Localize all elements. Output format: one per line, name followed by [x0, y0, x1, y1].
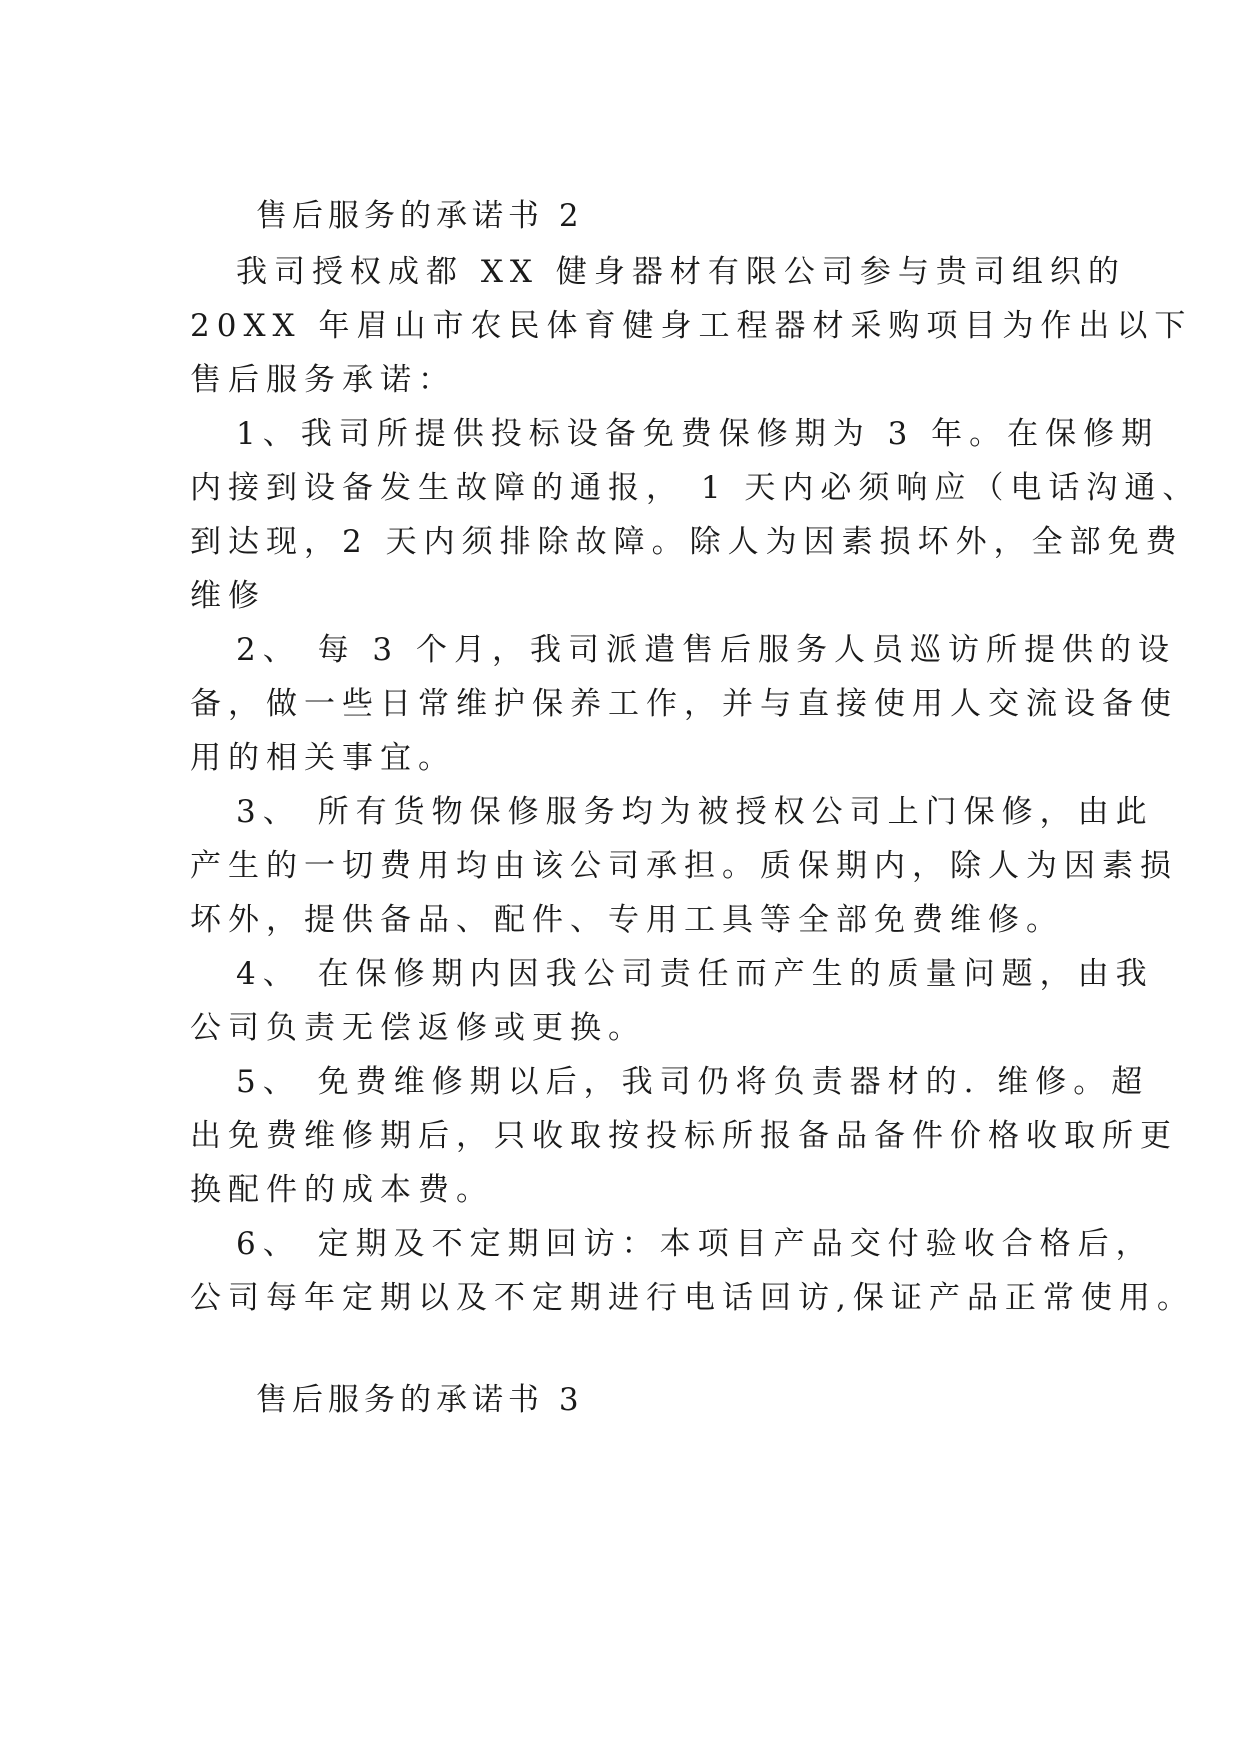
- item-1-line-1: 1、我司所提供投标设备免费保修期为 3 年。在保修期: [236, 416, 1160, 452]
- intro-line-3: 售后服务承诺：: [190, 362, 456, 398]
- item-2-line-2: 备，做一些日常维护保养工作，并与直接使用人交流设备使: [190, 686, 1178, 722]
- item-5-line-2: 出免费维修期后，只收取按投标所报备品备件价格收取所更: [190, 1118, 1178, 1154]
- item-3-line-2: 产生的一切费用均由该公司承担。质保期内，除人为因素损: [190, 848, 1178, 884]
- item-1-line-3: 到达现，2 天内须排除故障。除人为因素损坏外，全部免费: [190, 524, 1184, 560]
- item-1-line-4: 维修: [190, 578, 266, 614]
- item-3-line-3: 坏外，提供备品、配件、专用工具等全部免费维修。: [190, 902, 1064, 938]
- section-heading-3: 售后服务的承诺书 3: [256, 1382, 584, 1418]
- item-3-line-1: 3、 所有货物保修服务均为被授权公司上门保修，由此: [236, 794, 1154, 830]
- item-6-line-1: 6、 定期及不定期回访：本项目产品交付验收合格后，: [236, 1226, 1154, 1262]
- item-4-line-1: 4、 在保修期内因我公司责任而产生的质量问题，由我: [236, 956, 1154, 992]
- item-6-line-2: 公司每年定期以及不定期进行电话回访,保证产品正常使用。: [190, 1280, 1195, 1316]
- intro-line-2: 20XX 年眉山市农民体育健身工程器材采购项目为作出以下: [190, 308, 1193, 344]
- item-2-line-3: 用的相关事宜。: [190, 740, 456, 776]
- intro-line-1: 我司授权成都 XX 健身器材有限公司参与贵司组织的: [236, 254, 1126, 290]
- item-1-line-2: 内接到设备发生故障的通报， 1 天内必须响应（电话沟通、: [190, 470, 1201, 506]
- item-2-line-1: 2、 每 3 个月，我司派遣售后服务人员巡访所提供的设: [236, 632, 1177, 668]
- item-5-line-3: 换配件的成本费。: [190, 1172, 494, 1208]
- section-heading-2: 售后服务的承诺书 2: [256, 198, 584, 234]
- item-4-line-2: 公司负责无偿返修或更换。: [190, 1010, 646, 1046]
- item-5-line-1: 5、 免费维修期以后，我司仍将负责器材的. 维修。超: [236, 1064, 1150, 1100]
